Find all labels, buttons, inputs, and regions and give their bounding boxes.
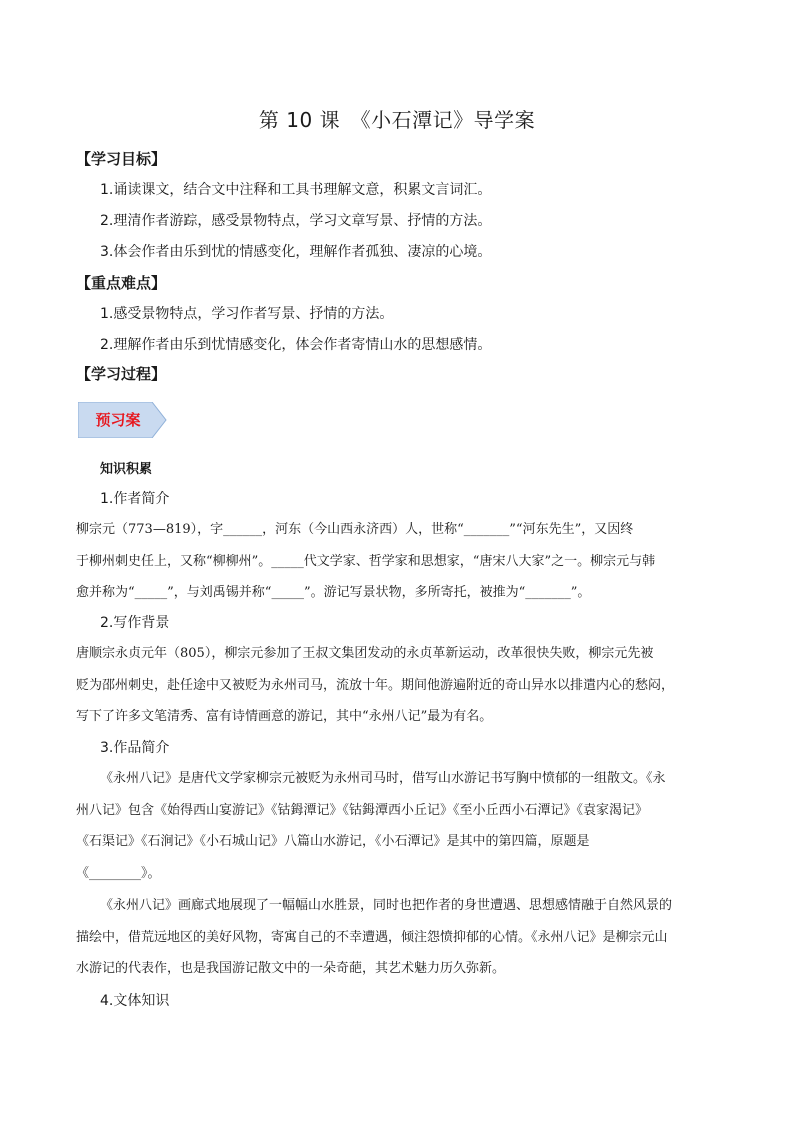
text-line: 州八记》包含《始得西山宴游记》《钴鉧潭记》《钴鉧潭西小丘记》《至小丘西小石潭记》《袁家渴记》 [76, 802, 649, 818]
badge-label: 预习案 [95, 411, 141, 429]
text-line: 贬为邵州刺史，赴任途中又被贬为永州司马，流放十年。期间他游遍附近的奇山异水以排遣内心的愁闷， [76, 677, 675, 693]
text-line: 于柳州刺史任上，又称“柳柳州”。_____代文学家、哲学家和思想家，“唐宋八大家”之一。柳宗元与韩 [76, 553, 656, 569]
text-line: 《永州八记》是唐代文学家柳宗元被贬为永州司马时，借写山水游记书写胸中愤郁的一组散文。《永 [100, 771, 666, 786]
objective-item-2: 2.理清作者游踪，感受景物特点，学习文章写景、抒情的方法。 [100, 213, 492, 229]
text-line: 《________》。 [76, 865, 161, 881]
work-intro-paragraph-2 [76, 890, 722, 985]
keypoints-heading: 【重点难点】 [76, 274, 167, 292]
keypoint-item-1: 1.感受景物特点，学习作者写景、抒情的方法。 [100, 306, 394, 322]
background-paragraph [76, 638, 722, 733]
objective-item-1: 1.诵读课文，结合文中注释和工具书理解文意，积累文言词汇。 [100, 182, 492, 198]
background-title: 2.写作背景 [100, 615, 170, 631]
text-line: 《石渠记》《石涧记》《小石城山记》八篇山水游记，《小石潭记》是其中的第四篇，原题是 [76, 834, 590, 849]
page-title: 第 10 课 《小石潭记》导学案 [258, 108, 536, 132]
author-intro-paragraph [76, 514, 722, 609]
text-line: 《永州八记》画廊式地展现了一幅幅山水胜景，同时也把作者的身世遭遇、思想感情融于自然风景的 [100, 898, 673, 913]
process-heading: 【学习过程】 [76, 365, 167, 383]
keypoint-item-2: 2.理解作者由乐到忧情感变化，体会作者寄情山水的思想感情。 [100, 337, 492, 353]
knowledge-heading: 知识积累 [100, 462, 153, 477]
text-line: 描绘中，借荒远地区的美好风物，寄寓自己的不幸遭遇，倾注怨愤抑郁的心情。《永州八记》是柳宗元山 [76, 929, 668, 945]
objective-item-3: 3.体会作者由乐到忧的情感变化，理解作者孤独、凄凉的心境。 [100, 244, 492, 260]
text-line: 愈并称为“_____”，与刘禹锡并称“_____”。游记写景状物，多所寄托，被推为“_______”。 [76, 585, 591, 600]
work-intro-title: 3.作品简介 [100, 740, 170, 756]
objectives-heading: 【学习目标】 [76, 150, 167, 168]
author-intro-title: 1.作者简介 [100, 491, 170, 507]
text-line: 写下了许多文笔清秀、富有诗情画意的游记，其中“永州八记”最为有名。 [76, 709, 493, 724]
work-intro-paragraph-1 [76, 763, 722, 889]
genre-title: 4.文体知识 [100, 993, 170, 1009]
text-line: 柳宗元（773—819），字______，河东（今山西永济西）人，世称“_______”“河东先生”，又因终 [76, 522, 634, 537]
text-line: 水游记的代表作，也是我国游记散文中的一朵奇葩，其艺术魅力历久弥新。 [76, 961, 506, 976]
preview-badge [78, 402, 168, 438]
text-line: 唐顺宗永贞元年（805），柳宗元参加了王叔文集团发动的永贞革新运动，改革很快失败，柳宗元先被 [76, 646, 654, 661]
